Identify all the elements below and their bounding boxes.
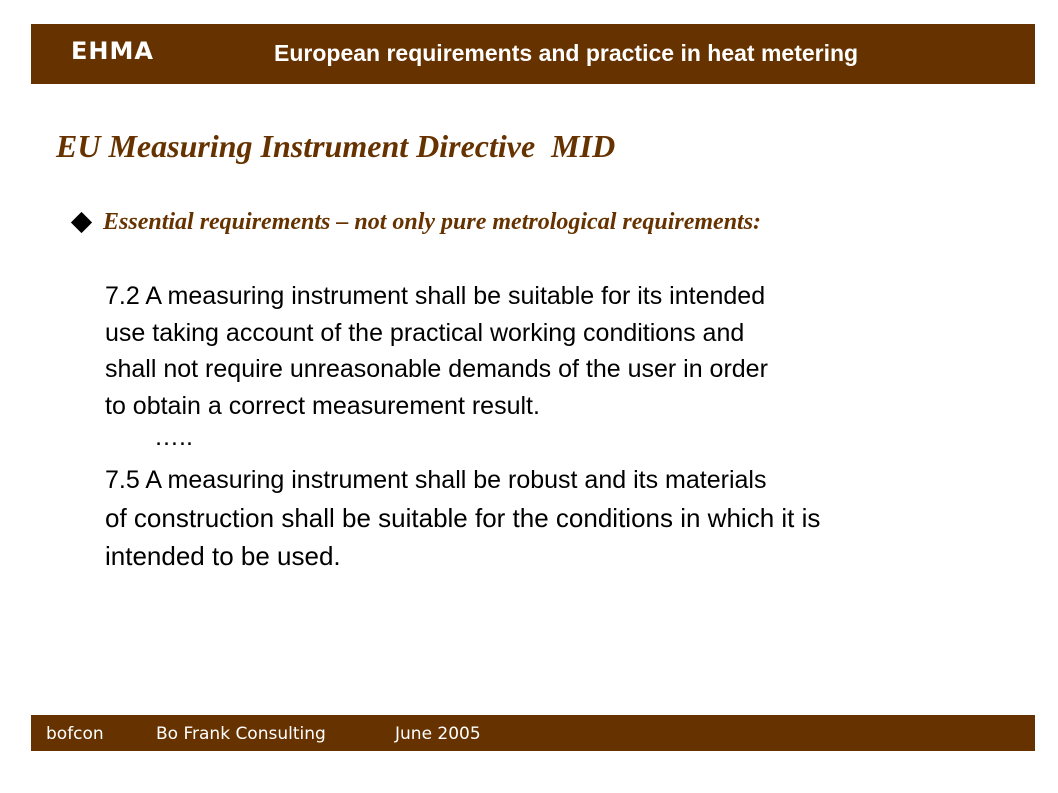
footer-date: June 2005 [395,724,481,744]
header-title: European requirements and practice in heat metering [274,40,859,66]
diamond-bullet-icon [71,212,92,233]
requirement-line: to obtain a correct measurement result. [105,391,540,420]
requirement-line: intended to be used. [105,541,341,571]
header-org: EHMA [71,37,154,65]
ellipsis: ….. [154,423,193,451]
requirement-line: use taking account of the practical working conditions and [105,318,745,347]
requirement-line: of construction shall be suitable for the conditions in which it is [105,503,821,533]
requirement-line: 7.5 A measuring instrument shall be robust and its materials [105,466,767,494]
requirement-line: 7.2 A measuring instrument shall be suitable for its intended [105,282,766,310]
requirement-7-5 [105,460,820,575]
header-bar [31,24,1035,84]
bullet-item [72,209,761,236]
bullet-text: Essential requirements – not only pure metrological requirements: [103,209,762,235]
footer-bar [31,715,1035,751]
footer-consultant: Bo Frank Consulting [156,724,326,744]
requirement-7-2 [105,278,768,424]
requirement-line: shall not require unreasonable demands of the user in order [105,355,768,383]
slide-title: EU Measuring Instrument Directive MID [56,128,616,164]
footer-company: bofcon [46,724,104,744]
